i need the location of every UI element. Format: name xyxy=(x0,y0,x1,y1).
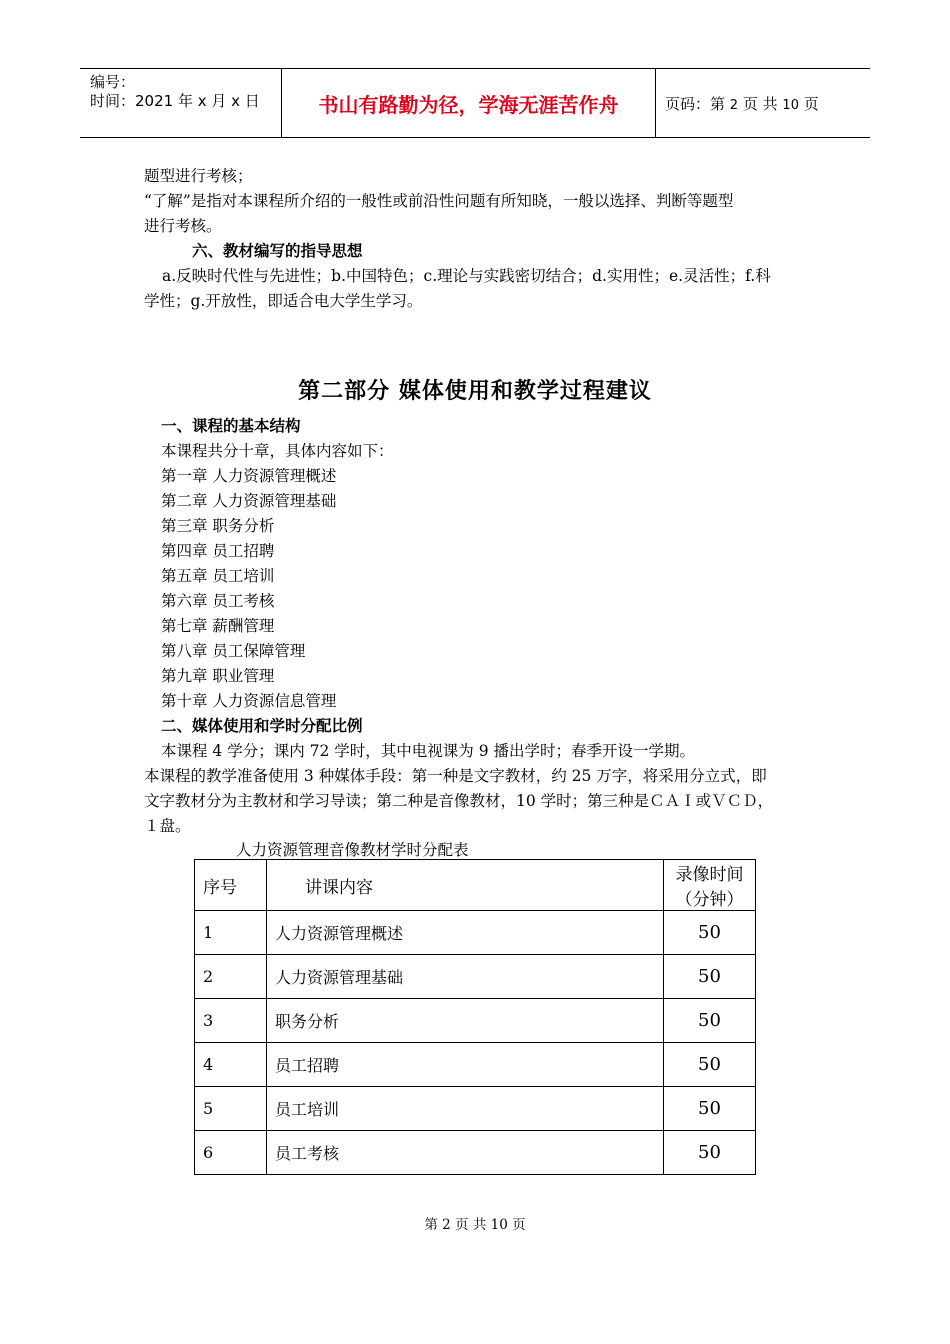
time-label: 时间：2021 年 x 月 x 日 xyxy=(90,92,260,110)
header-cell-content xyxy=(267,860,664,911)
cell-content: 员工培训 xyxy=(267,1087,664,1131)
cell-no: 5 xyxy=(195,1087,267,1131)
body-line: “了解”是指对本课程所介绍的一般性或前沿性问题有所知晓，一般以选择、判断等题型 xyxy=(144,192,734,210)
cell-content: 人力资源管理概述 xyxy=(267,911,664,955)
sec2-title: 二、媒体使用和学时分配比例 xyxy=(161,717,363,735)
number-label: 编号： xyxy=(90,73,136,91)
body-line: 题型进行考核； xyxy=(144,167,253,185)
part2-title: 第二部分 媒体使用和教学过程建议 xyxy=(298,379,652,404)
table-row xyxy=(195,911,756,955)
header-content-label: 讲课内容 xyxy=(305,877,373,898)
page-mid: 页 共 xyxy=(742,95,778,113)
cell-minutes xyxy=(664,999,756,1043)
section6-title: 六、教材编写的指导思想 xyxy=(192,242,363,260)
page-footer: 第 2 页 共 10 页 xyxy=(424,1217,526,1233)
cell-minutes xyxy=(664,955,756,999)
cell-minutes xyxy=(664,1087,756,1131)
cell-minutes xyxy=(664,1043,756,1087)
cell-no: 1 xyxy=(195,911,267,955)
header-meta xyxy=(90,73,260,111)
sec1-intro: 本课程共分十章，具体内容如下： xyxy=(161,442,394,460)
cell-content: 职务分析 xyxy=(267,999,664,1043)
chapter-item: 第四章 员工招聘 xyxy=(161,542,275,560)
header-minutes-line1: 录像时间 xyxy=(675,865,744,885)
cell-no: 2 xyxy=(195,955,267,999)
minutes-value: 50 xyxy=(698,1098,721,1119)
sec2-line: １盘。 xyxy=(144,817,191,835)
page-suffix: 页 xyxy=(803,95,819,113)
minutes-value: 50 xyxy=(698,1142,721,1163)
chapter-item: 第七章 薪酬管理 xyxy=(161,617,275,635)
table-row xyxy=(195,1043,756,1087)
header-minutes-line2: （分钟） xyxy=(675,890,744,910)
sec1-title: 一、课程的基本结构 xyxy=(161,417,301,435)
cell-minutes xyxy=(664,911,756,955)
body-line: 进行考核。 xyxy=(144,217,222,235)
cell-no: 6 xyxy=(195,1131,267,1175)
header-page-info xyxy=(665,93,819,114)
header-cell-no: 序号 xyxy=(195,860,267,911)
chapter-item: 第一章 人力资源管理概述 xyxy=(161,467,337,485)
table-row xyxy=(195,1087,756,1131)
cell-content: 员工考核 xyxy=(267,1131,664,1175)
allocation-table xyxy=(194,859,756,1175)
cell-no: 4 xyxy=(195,1043,267,1087)
header-motto-cell xyxy=(281,69,656,137)
table-row xyxy=(195,955,756,999)
table-row xyxy=(195,1131,756,1175)
cell-minutes xyxy=(664,1131,756,1175)
page-current: 2 xyxy=(729,98,739,113)
header-cell-minutes xyxy=(664,860,756,911)
sec2-line: 本课程的教学准备使用 3 种媒体手段：第一种是文字教材，约 25 万字，将采用分立式，即 xyxy=(144,767,767,785)
table-caption: 人力资源管理音像教材学时分配表 xyxy=(236,841,469,859)
minutes-value: 50 xyxy=(698,1010,721,1031)
chapter-item: 第五章 员工培训 xyxy=(161,567,275,585)
chapter-item: 第九章 职业管理 xyxy=(161,667,275,685)
minutes-value: 50 xyxy=(698,922,721,943)
sec2-line: 文字教材分为主教材和学习导读；第二种是音像教材，10 学时；第三种是ＣＡＩ或ＶＣＤ， xyxy=(144,792,774,810)
minutes-value: 50 xyxy=(698,966,721,987)
motto: 书山有路勤为径，学海无涯苦作舟 xyxy=(318,92,619,117)
body-line: a.反映时代性与先进性；b.中国特色；c.理论与实践密切结合；d.实用性；e.灵活性；f.科 xyxy=(162,267,771,285)
page-prefix: 页码：第 xyxy=(665,95,726,113)
table-header-row xyxy=(195,860,756,911)
page-total: 10 xyxy=(782,98,799,113)
chapter-item: 第六章 员工考核 xyxy=(161,592,275,610)
chapter-item: 第十章 人力资源信息管理 xyxy=(161,692,337,710)
cell-content: 员工招聘 xyxy=(267,1043,664,1087)
chapter-item: 第二章 人力资源管理基础 xyxy=(161,492,337,510)
cell-content: 人力资源管理基础 xyxy=(267,955,664,999)
body-line: 学性；g.开放性，即适合电大学生学习。 xyxy=(144,292,423,310)
sec2-line: 本课程 4 学分；课内 72 学时，其中电视课为 9 播出学时；春季开设一学期。 xyxy=(161,742,696,760)
table-row xyxy=(195,999,756,1043)
chapter-item: 第八章 员工保障管理 xyxy=(161,642,306,660)
chapter-item: 第三章 职务分析 xyxy=(161,517,275,535)
minutes-value: 50 xyxy=(698,1054,721,1075)
cell-no: 3 xyxy=(195,999,267,1043)
page-header xyxy=(80,68,870,138)
